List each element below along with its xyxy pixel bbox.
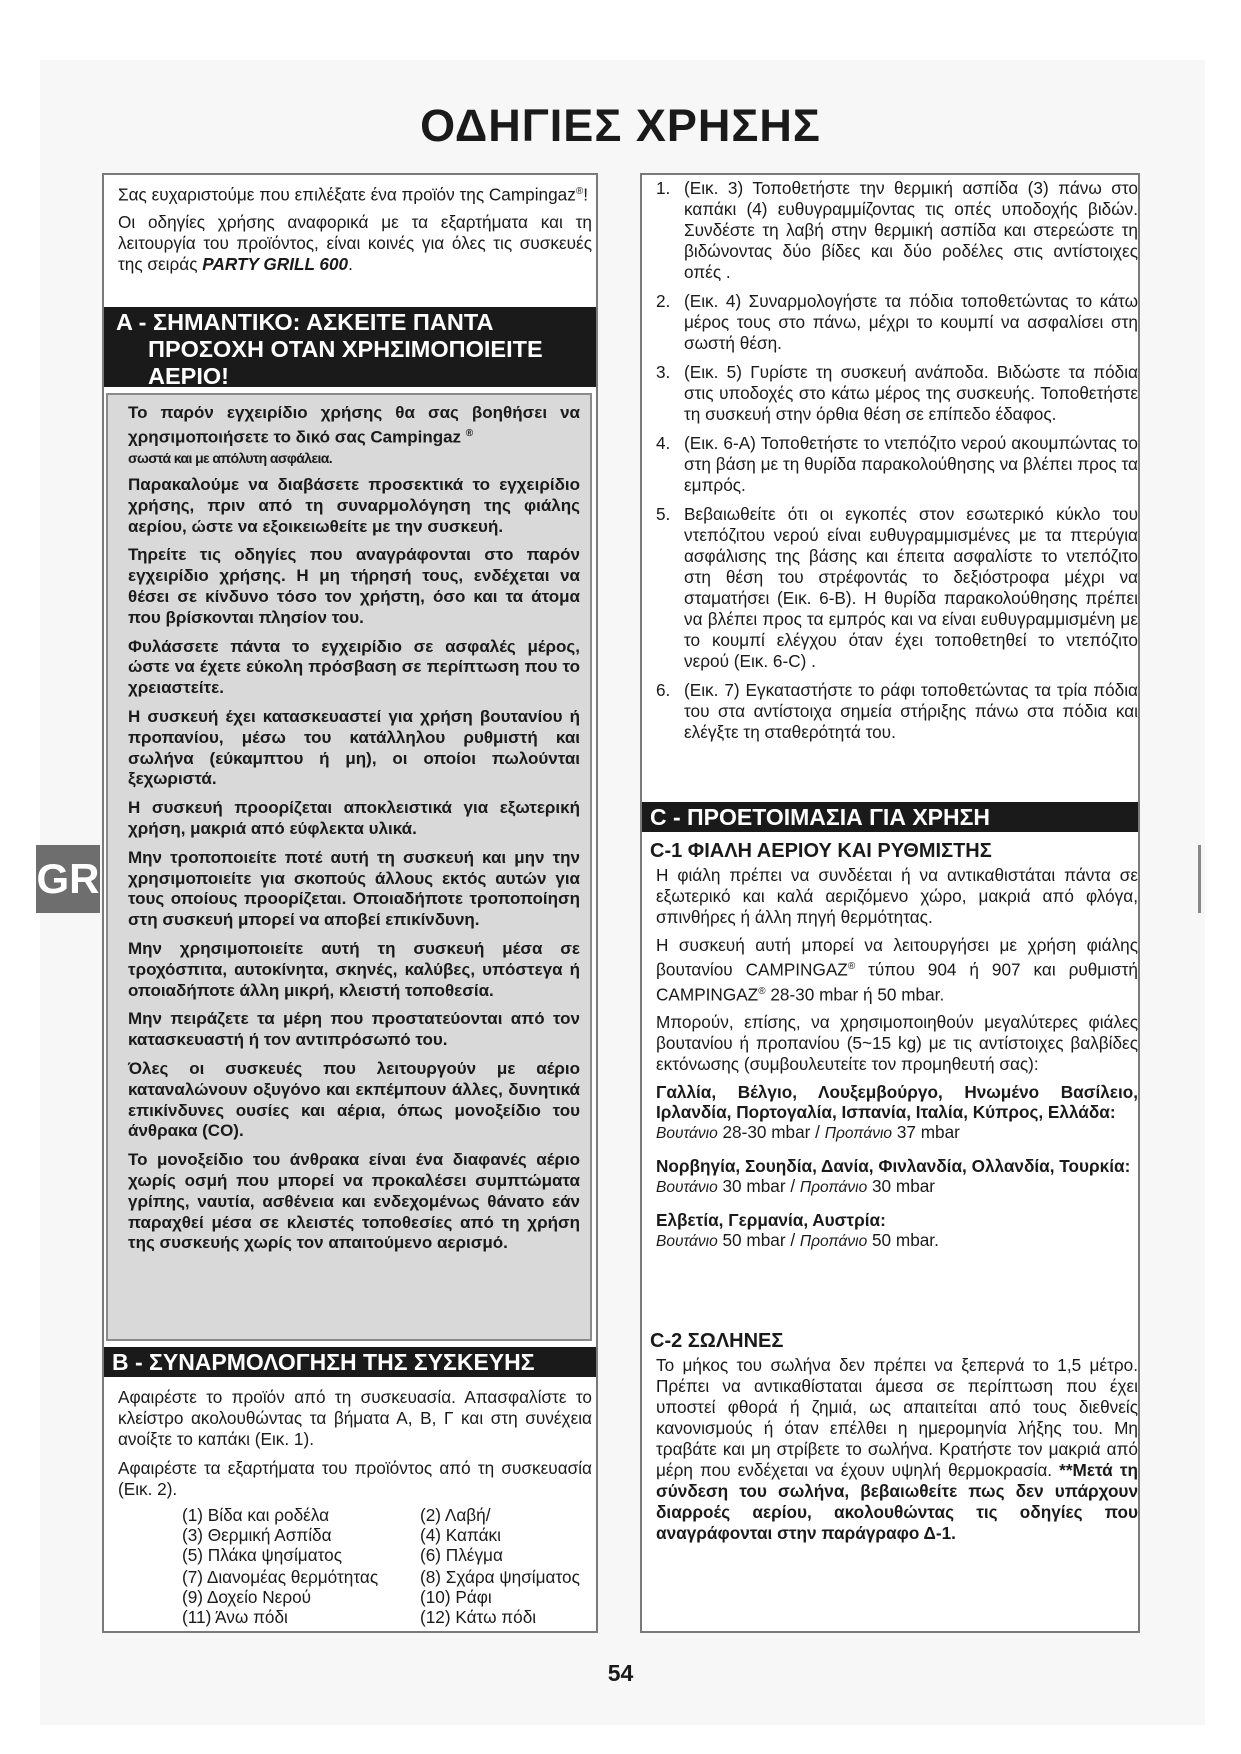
warning-6: Η συσκευή προορίζεται αποκλειστικά για εξωτερική χρήση, μακριά από εύφλεκτα υλικά. [128, 798, 580, 838]
step-number: 3. [656, 362, 671, 382]
step-text: Βεβαιωθείτε ότι οι εγκοπές στον εσωτερικό κύκλο του ντεπόζιτου νερού είναι ευθυγραμμισμένες με τα πτερύγια ασφάλισης της βάσης και έπειτα ασφαλίστε το ντεπόζιτο στη θέση του στρέφοντάς το δεξιόστροφα μέχρι να σταματήσει (Εικ. 6-B). Η θυρίδα παρακολούθησης πρέπει να βλέπει προς τα εμπρός και να είναι ευθυγραμμισμένη με το κουμπί ελέγχου όταν έχει τοποθετηθεί το ντεπόζιτο νερού (Εικ. 6-C) . [684, 504, 1138, 671]
parts-row [182, 1587, 580, 1607]
gas-value: 28-30 mbar / [717, 1122, 825, 1143]
part-item: (4) Καπάκι [420, 1525, 501, 1545]
list-item [656, 362, 1138, 425]
part-item: (2) Λαβή/ [420, 1505, 491, 1525]
butane-label: Βουτάνιο [656, 1233, 718, 1251]
parts-row [182, 1567, 580, 1587]
assembly-steps [656, 178, 1138, 751]
warning-5: Η συσκευή έχει κατασκευαστεί για χρήση βουτανίου ή προπανίου, μέσω του κατάλληλου ρυθμιστή και σωλήνα (εύκαμπτου ή μη), οι οποίοι πωλούνται ξεχωριστά. [128, 707, 580, 789]
c1-p1: Η φιάλη πρέπει να συνδέεται ή να αντικαθιστάται πάντα σε εξωτερικό και καλά αεριζόμενο χώρο, μακριά από φλόγα, σπινθήρες ή άλλη πηγή θερμότητας. [656, 865, 1138, 927]
parts-row [182, 1505, 580, 1525]
list-item [656, 504, 1138, 672]
section-b-text [118, 1387, 592, 1508]
margin-marker [1198, 845, 1201, 913]
gas-value: 30 mbar / [717, 1176, 800, 1197]
propane-label: Προπάνιο [799, 1233, 868, 1251]
list-item [656, 178, 1138, 283]
warning-10: Όλες οι συσκευές που λειτουργούν με αέριο καταναλώνουν οξυγόνο και εκπέμπουν άλλες, δυνητικά επικίνδυνες ουσίες και αέρια, όπως μονοξείδιο του άνθρακα (CO). [128, 1058, 580, 1141]
part-item: (6) Πλέγμα [420, 1545, 503, 1565]
propane-label: Προπάνιο [824, 1125, 893, 1143]
countries-group-1: Γαλλία, Βέλγιο, Λουξεμβούργο, Ηνωμένο Βασίλειο, Ιρλανδία, Πορτογαλία, Ισπανία, Ιταλία, Κύπρος, Ελλάδα: [656, 1082, 1138, 1123]
step-text: (Εικ. 6-A) Τοποθετήστε το ντεπόζιτο νερού ακουμπώντας το στη βάση με τη θυρίδα παρακολούθησης να βλέπει προς τα εμπρός. [684, 433, 1138, 495]
list-item [656, 680, 1138, 743]
right-column [640, 173, 1140, 1633]
list-item [656, 433, 1138, 496]
step-text: (Εικ. 3) Τοποθετήστε την θερμική ασπίδα (3) πάνω στο καπάκι (4) ευθυγραμμίζοντας τις οπές υποδοχής βιδών. Συνδέστε τη λαβή στην θερμική ασπίδα και στερεώστε τη βιδώνοντας δύο βίδες και δύο ροδέλες στις αντίστοιχες οπές . [684, 178, 1138, 282]
butane-label: Βουτάνιο [656, 1125, 718, 1143]
part-item: (3) Θερμική Ασπίδα [182, 1525, 332, 1545]
step-number: 1. [656, 178, 671, 198]
parts-list [182, 1505, 580, 1627]
section-a-header-line2: ΠΡΟΣΟΧΗ ΟΤΑΝ ΧΡΗΣΙΜΟΠΟΙΕΙΤΕ [148, 336, 543, 362]
c2-text-normal: Το μήκος του σωλήνα δεν πρέπει να ξεπερνά το 1,5 μέτρο. Πρέπει να αντικαθίσταται άμεσα σε περίπτωση που έχει υποστεί φθορά ή ζημιά, ως απαιτείται από τους διεθνείς κανονισμούς ή όταν επέλθει η ημερομηνία λήξης του. Μη τραβάτε και μη στρίβετε το σωλήνα. Κρατήστε τον μακριά από μέρη που ενδέχεται να έχουν υψηλή θερμοκρασία. [656, 1355, 1138, 1480]
section-a-header-line1: A - ΣΗΜΑΝΤΙΚΟ: ΑΣΚΕΙΤΕ ΠΑΝΤΑ [116, 309, 494, 335]
gas-value: 37 mbar [892, 1122, 960, 1143]
warning-1: Το παρόν εγχειρίδιο χρήσης θα σας βοηθήσει να χρησιμοποιήσετε το δικό σας Campingaz [128, 403, 580, 447]
registered-mark: ® [847, 961, 856, 972]
step-number: 4. [656, 433, 671, 453]
c1-p2b: τύπου 904 ή 907 και ρυθμιστή CAMPINGAZ [656, 959, 1138, 1005]
c1-p2c: 28-30 mbar ή 50 mbar. [765, 984, 945, 1005]
part-item: (9) Δοχείο Νερού [182, 1587, 312, 1607]
part-item: (1) Βίδα και ροδέλα [182, 1505, 330, 1525]
step-text: (Εικ. 7) Εγκαταστήστε το ράφι τοποθετώντας τα τρία πόδια του στα αντίστοιχα σημεία στήριξης πάνω στα πόδια και ελέγξτε τη σταθερότητά του. [684, 680, 1138, 742]
part-item: (5) Πλάκα ψησίματος [182, 1545, 343, 1565]
parts-row [182, 1545, 580, 1565]
gas-value: 30 mbar [867, 1176, 936, 1197]
registered-mark: ® [465, 427, 474, 439]
step-number: 2. [656, 291, 671, 311]
part-item: (7) Διανομέας θερμότητας [182, 1567, 379, 1587]
c2-text-bold: **Μετά τη σύνδεση του σωλήνα, βεβαιωθείτε πως δεν υπάρχουν διαρροές αερίου, ακολουθώντας τις οδηγίες που αναγράφονται στην παράγραφο Δ-1. [656, 1460, 1138, 1543]
c1-heading: C-1 ΦΙΑΛΗ ΑΕΡΙΟΥ ΚΑΙ ΡΥΘΜΙΣΤΗΣ [650, 840, 992, 862]
step-number: 6. [656, 680, 671, 700]
warning-9: Μην πειράζετε τα μέρη που προστατεύονται από τον κατασκευαστή ή τον αντιπρόσωπό του. [128, 1009, 580, 1050]
section-b-header: B - ΣΥΝΑΡΜΟΛΟΓΗΣΗ ΤΗΣ ΣΥΣΚΕΥΗΣ [104, 1347, 596, 1377]
gas-value: 50 mbar / [717, 1230, 800, 1251]
warning-box [106, 393, 592, 1341]
warning-11: Το μονοξείδιο του άνθρακα είναι ένα διαφανές αέριο χωρίς οσμή που μπορεί να προκαλέσει συμπτώματα γρίπης, ναυτία, ασθένεια και ενδεχομένως θάνατο εάν παραχθεί μέσα σε κλειστές τοποθεσίες από τη χρήση της συσκευής χωρίς τον απαιτούμενο αερισμό. [128, 1150, 580, 1253]
section-b-p1: Αφαιρέστε το προϊόν από τη συσκευασία. Απασφαλίστε το κλείστρο ακολουθώντας τα βήματα Α, Β, Γ και στη συνέχεια ανοίξτε το καπάκι (Εικ. 1). [118, 1387, 592, 1449]
step-text: (Εικ. 4) Συναρμολογήστε τα πόδια τοποθετώντας το κάτω μέρος τους στο πάνω, μέχρι το κουμπί να ασφαλίσει στη σωστή θέση. [684, 291, 1138, 353]
step-number: 5. [656, 504, 671, 524]
warning-8: Μην χρησιμοποιείτε αυτή τη συσκευή μέσα σε τροχόσπιτα, αυτοκίνητα, σκηνές, καλύβες, υπόστεγα ή οποιαδήποτε άλλη μικρή, κλειστή τοποθεσία. [128, 938, 580, 1000]
left-column [102, 173, 598, 1633]
c2-heading: C-2 ΣΩΛΗΝΕΣ [650, 1330, 784, 1352]
section-a-header [104, 307, 596, 387]
registered-mark: ® [575, 186, 584, 197]
intro-thanks: Σας ευχαριστούμε που επιλέξατε ένα προϊόν της Campingaz [118, 184, 576, 205]
countries-group-2: Νορβηγία, Σουηδία, Δανία, Φινλανδία, Ολλανδία, Τουρκία: [656, 1156, 1131, 1177]
intro-exclaim: ! [583, 184, 588, 205]
registered-mark: ® [758, 985, 766, 997]
warning-2: Παρακαλούμε να διαβάσετε προσεκτικά το εγχειρίδιο χρήσης, πριν από τη συναρμολόγηση της φιάλης αερίου, ώστε να εξοικειωθείτε με την συσκευή. [128, 475, 580, 536]
list-item [656, 291, 1138, 354]
intro-text [118, 181, 592, 275]
part-item: (11) Άνω πόδι [182, 1607, 288, 1627]
intro-applies: Οι οδηγίες χρήσης αναφορικά με τα εξαρτήματα και τη λειτουργία του προϊόντος, είναι κοινές για όλες τις συσκευές της σειράς [118, 211, 592, 274]
step-text: (Εικ. 5) Γυρίστε τη συσκευή ανάποδα. Βιδώστε τα πόδια στις υποδοχές στο κάτω μέρος της συσκευής. Τοποθετήστε τη συσκευή στην όρθια θέση σε επίπεδο έδαφος. [684, 362, 1138, 424]
c1-p3: Μπορούν, επίσης, να χρησιμοποιηθούν μεγαλύτερες φιάλες βουτανίου ή προπανίου (5~15 kg) με τις αντίστοιχες βαλβίδες εκτόνωσης (συμβουλευτείτε τον προμηθευτή σας): [656, 1012, 1138, 1075]
warning-4: Φυλάσσετε πάντα το εγχειρίδιο σε ασφαλές μέρος, ώστε να έχετε εύκολη πρόσβαση σε περίπτωση που το χρειαστείτε. [128, 636, 580, 698]
part-item: (12) Κάτω πόδι [420, 1607, 537, 1627]
section-a-header-line3: ΑΕΡΙΟ! [148, 363, 229, 389]
section-b-p2: Αφαιρέστε τα εξαρτήματα του προϊόντος από τη συσκευασία (Εικ. 2). [118, 1458, 592, 1499]
page-number: 54 [607, 1660, 634, 1686]
propane-label: Προπάνιο [799, 1179, 868, 1197]
warning-7: Μην τροποποιείτε ποτέ αυτή τη συσκευή και μην την χρησιμοποιείτε για σκοπούς άλλους εκτός αυτών για τους οποίους προορίζεται. Οποιαδήποτε τροποποίηση στη συσκευή μπορεί να αποβεί επικίνδυνη. [128, 847, 580, 930]
page-title: ΟΔΗΓΙΕΣ ΧΡΗΣΗΣ [420, 100, 821, 151]
part-item: (8) Σχάρα ψησίματος [420, 1567, 580, 1587]
countries-group-3: Ελβετία, Γερμανία, Αυστρία: [656, 1210, 886, 1231]
parts-row [182, 1525, 580, 1545]
section-c-header: C - ΠΡΟΕΤΟΙΜΑΣΙΑ ΓΙΑ ΧΡΗΣΗ [642, 802, 1138, 832]
parts-row [182, 1607, 580, 1627]
c2-text [656, 1355, 1138, 1544]
intro-period: . [348, 253, 353, 274]
product-name: PARTY GRILL 600 [202, 253, 349, 274]
c1-text [656, 865, 1138, 1259]
warning-3: Τηρείτε τις οδηγίες που αναγράφονται στο παρόν εγχειρίδιο χρήσης. Η μη τήρησή τους, ενδέχεται να θέσει σε κίνδυνο τόσο τον χρήστη, όσο και τα άτομα που βρίσκονται πλησίον του. [128, 545, 580, 627]
warning-1-safe: σωστά και με απόλυτη ασφάλεια. [128, 450, 333, 467]
gas-value: 50 mbar. [867, 1230, 939, 1251]
part-item: (10) Ράφι [420, 1587, 492, 1607]
language-tab: GR [36, 845, 100, 913]
butane-label: Βουτάνιο [656, 1179, 718, 1197]
c1-p2a: Η συσκευή αυτή μπορεί να λειτουργήσει με χρήση φιάλης βουτανίου CAMPINGAZ [656, 935, 1138, 980]
